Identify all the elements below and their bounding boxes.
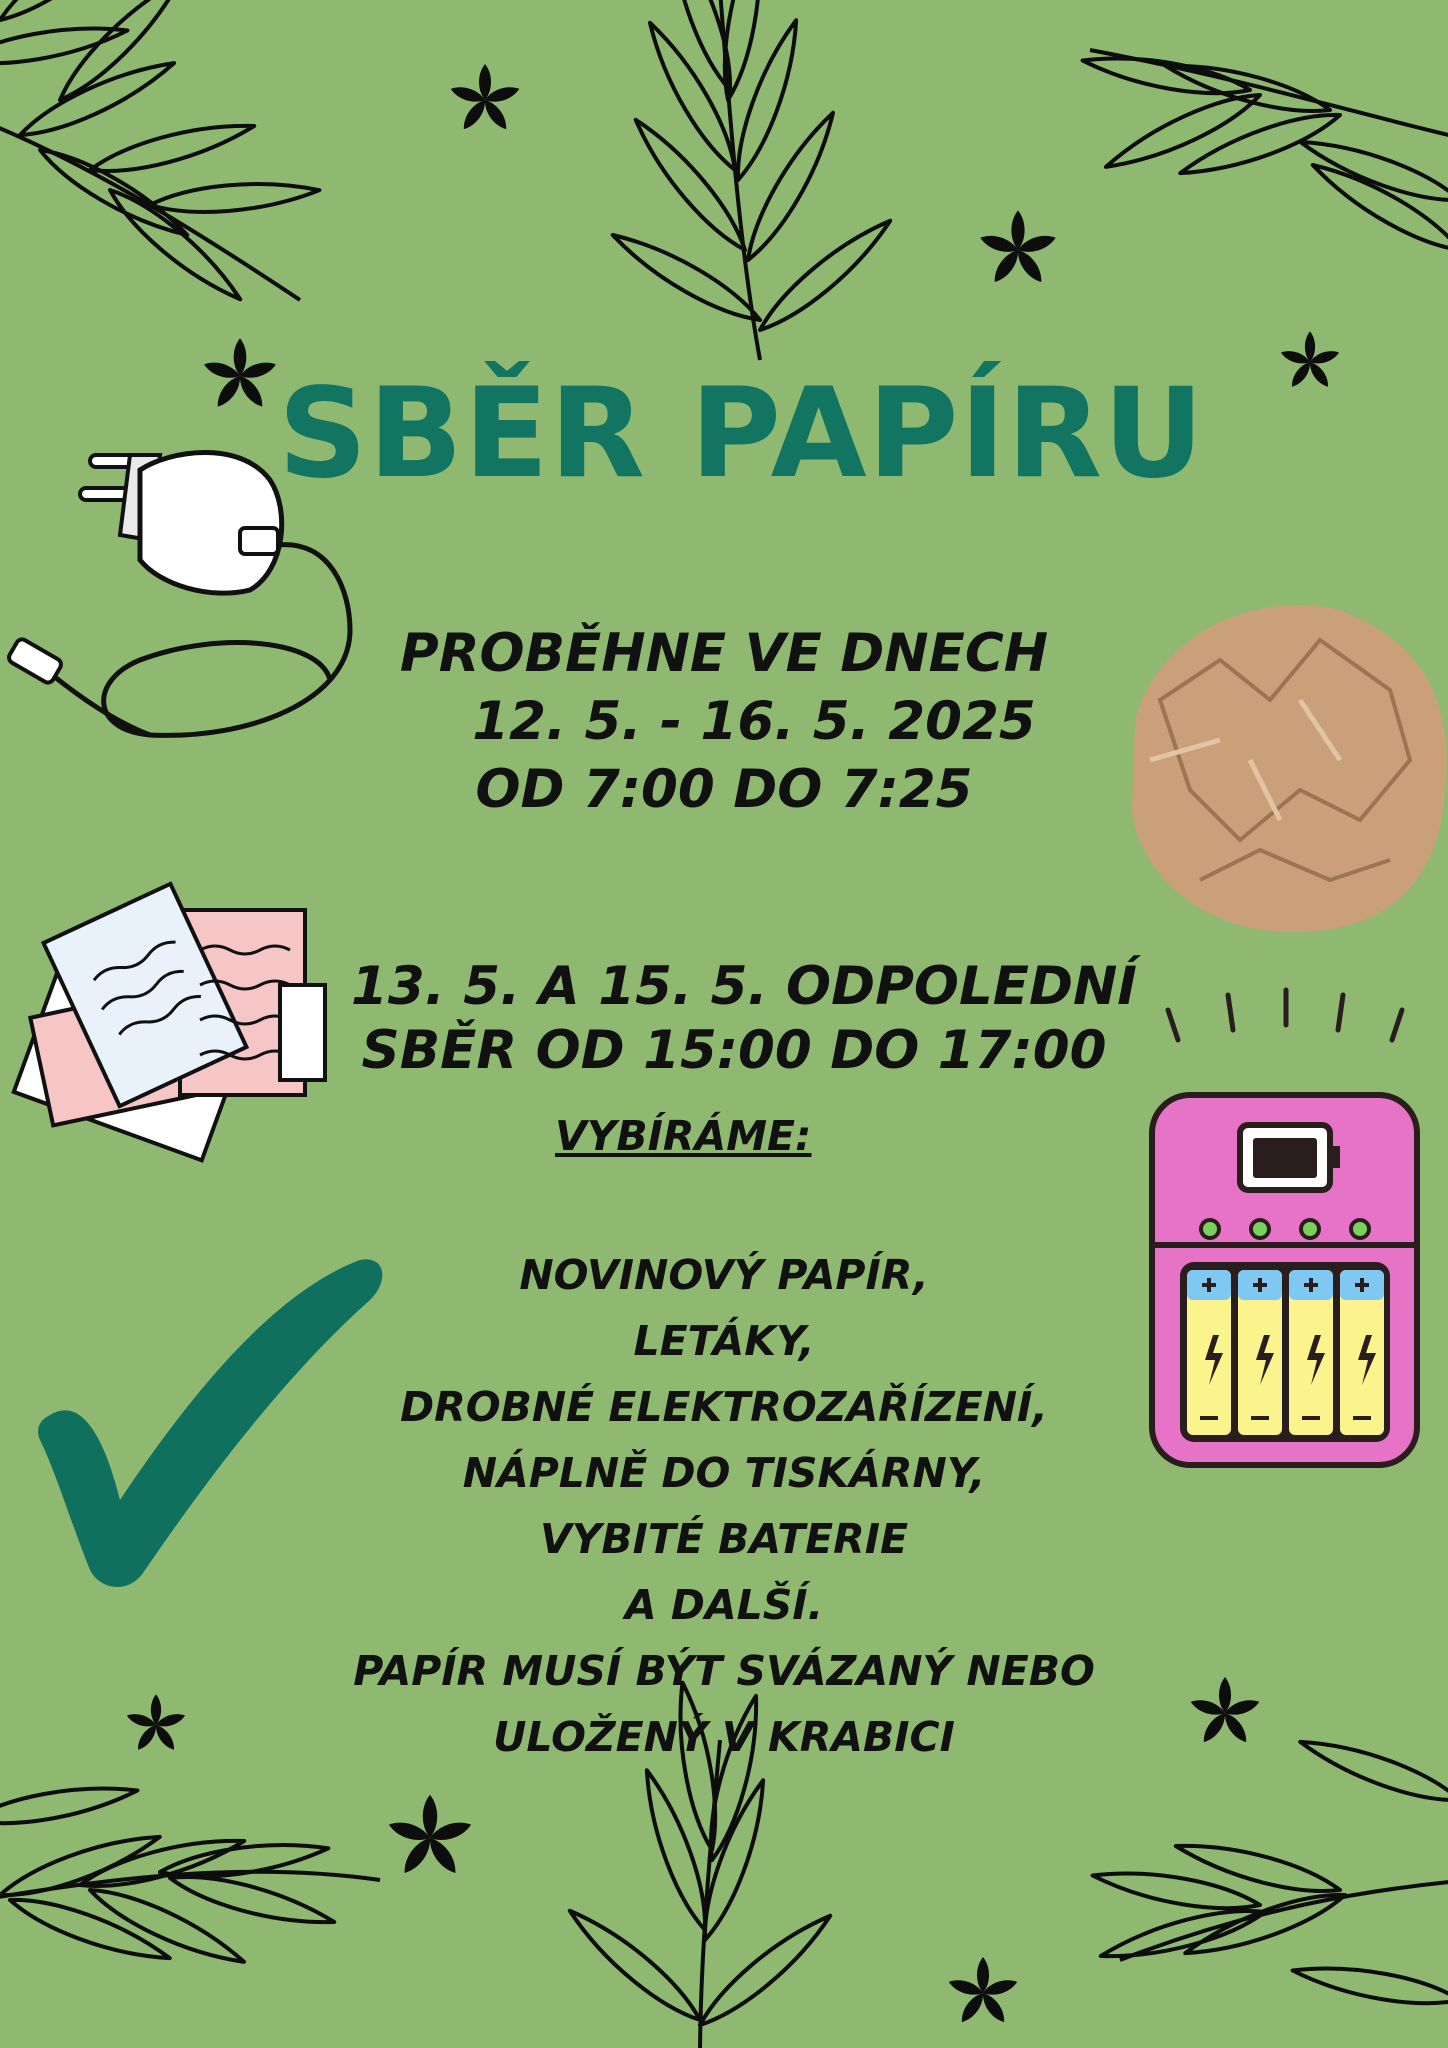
flower-icon — [449, 64, 521, 133]
afternoon-line: SBĚR OD 15:00 DO 17:00 — [361, 1020, 1107, 1081]
leaf-branch-icon — [0, 0, 320, 309]
list-item: LETÁKY, — [633, 1317, 815, 1365]
afternoon-line: 13. 5. A 15. 5. ODPOLEDNÍ — [350, 956, 1138, 1017]
schedule-line: OD 7:00 DO 7:25 — [475, 759, 973, 820]
page-title: SBĚR PAPÍRU — [278, 362, 1205, 506]
list-item: A DALŠÍ. — [624, 1581, 824, 1629]
list-item: ULOŽENÝ V KRABICI — [493, 1713, 955, 1761]
leaf-branch-icon — [0, 1778, 380, 1973]
flower-icon — [947, 1957, 1019, 2026]
leaf-branch-icon — [1080, 48, 1448, 261]
leaf-branch-icon — [606, 0, 898, 360]
schedule-line: PROBĚHNE VE DNECH — [399, 623, 1049, 684]
list-item: VYBITÉ BATERIE — [539, 1515, 909, 1563]
flower-icon — [387, 1795, 474, 1877]
collect-list — [0, 1242, 1448, 1770]
list-item: PAPÍR MUSÍ BÝT SVÁZANÝ NEBO — [353, 1647, 1095, 1695]
list-item: NOVINOVÝ PAPÍR, — [519, 1251, 929, 1299]
collect-heading: VYBÍRÁME: — [555, 1112, 812, 1160]
flower-icon — [978, 210, 1057, 286]
schedule-block — [0, 620, 1448, 824]
afternoon-block — [0, 955, 1448, 1083]
list-item: NÁPLNĚ DO TISKÁRNY, — [462, 1449, 986, 1497]
list-item: DROBNÉ ELEKTROZAŘÍZENÍ, — [400, 1383, 1048, 1431]
leaf-branch-icon — [1090, 1730, 1448, 2013]
schedule-line: 12. 5. - 16. 5. 2025 — [472, 691, 1036, 752]
